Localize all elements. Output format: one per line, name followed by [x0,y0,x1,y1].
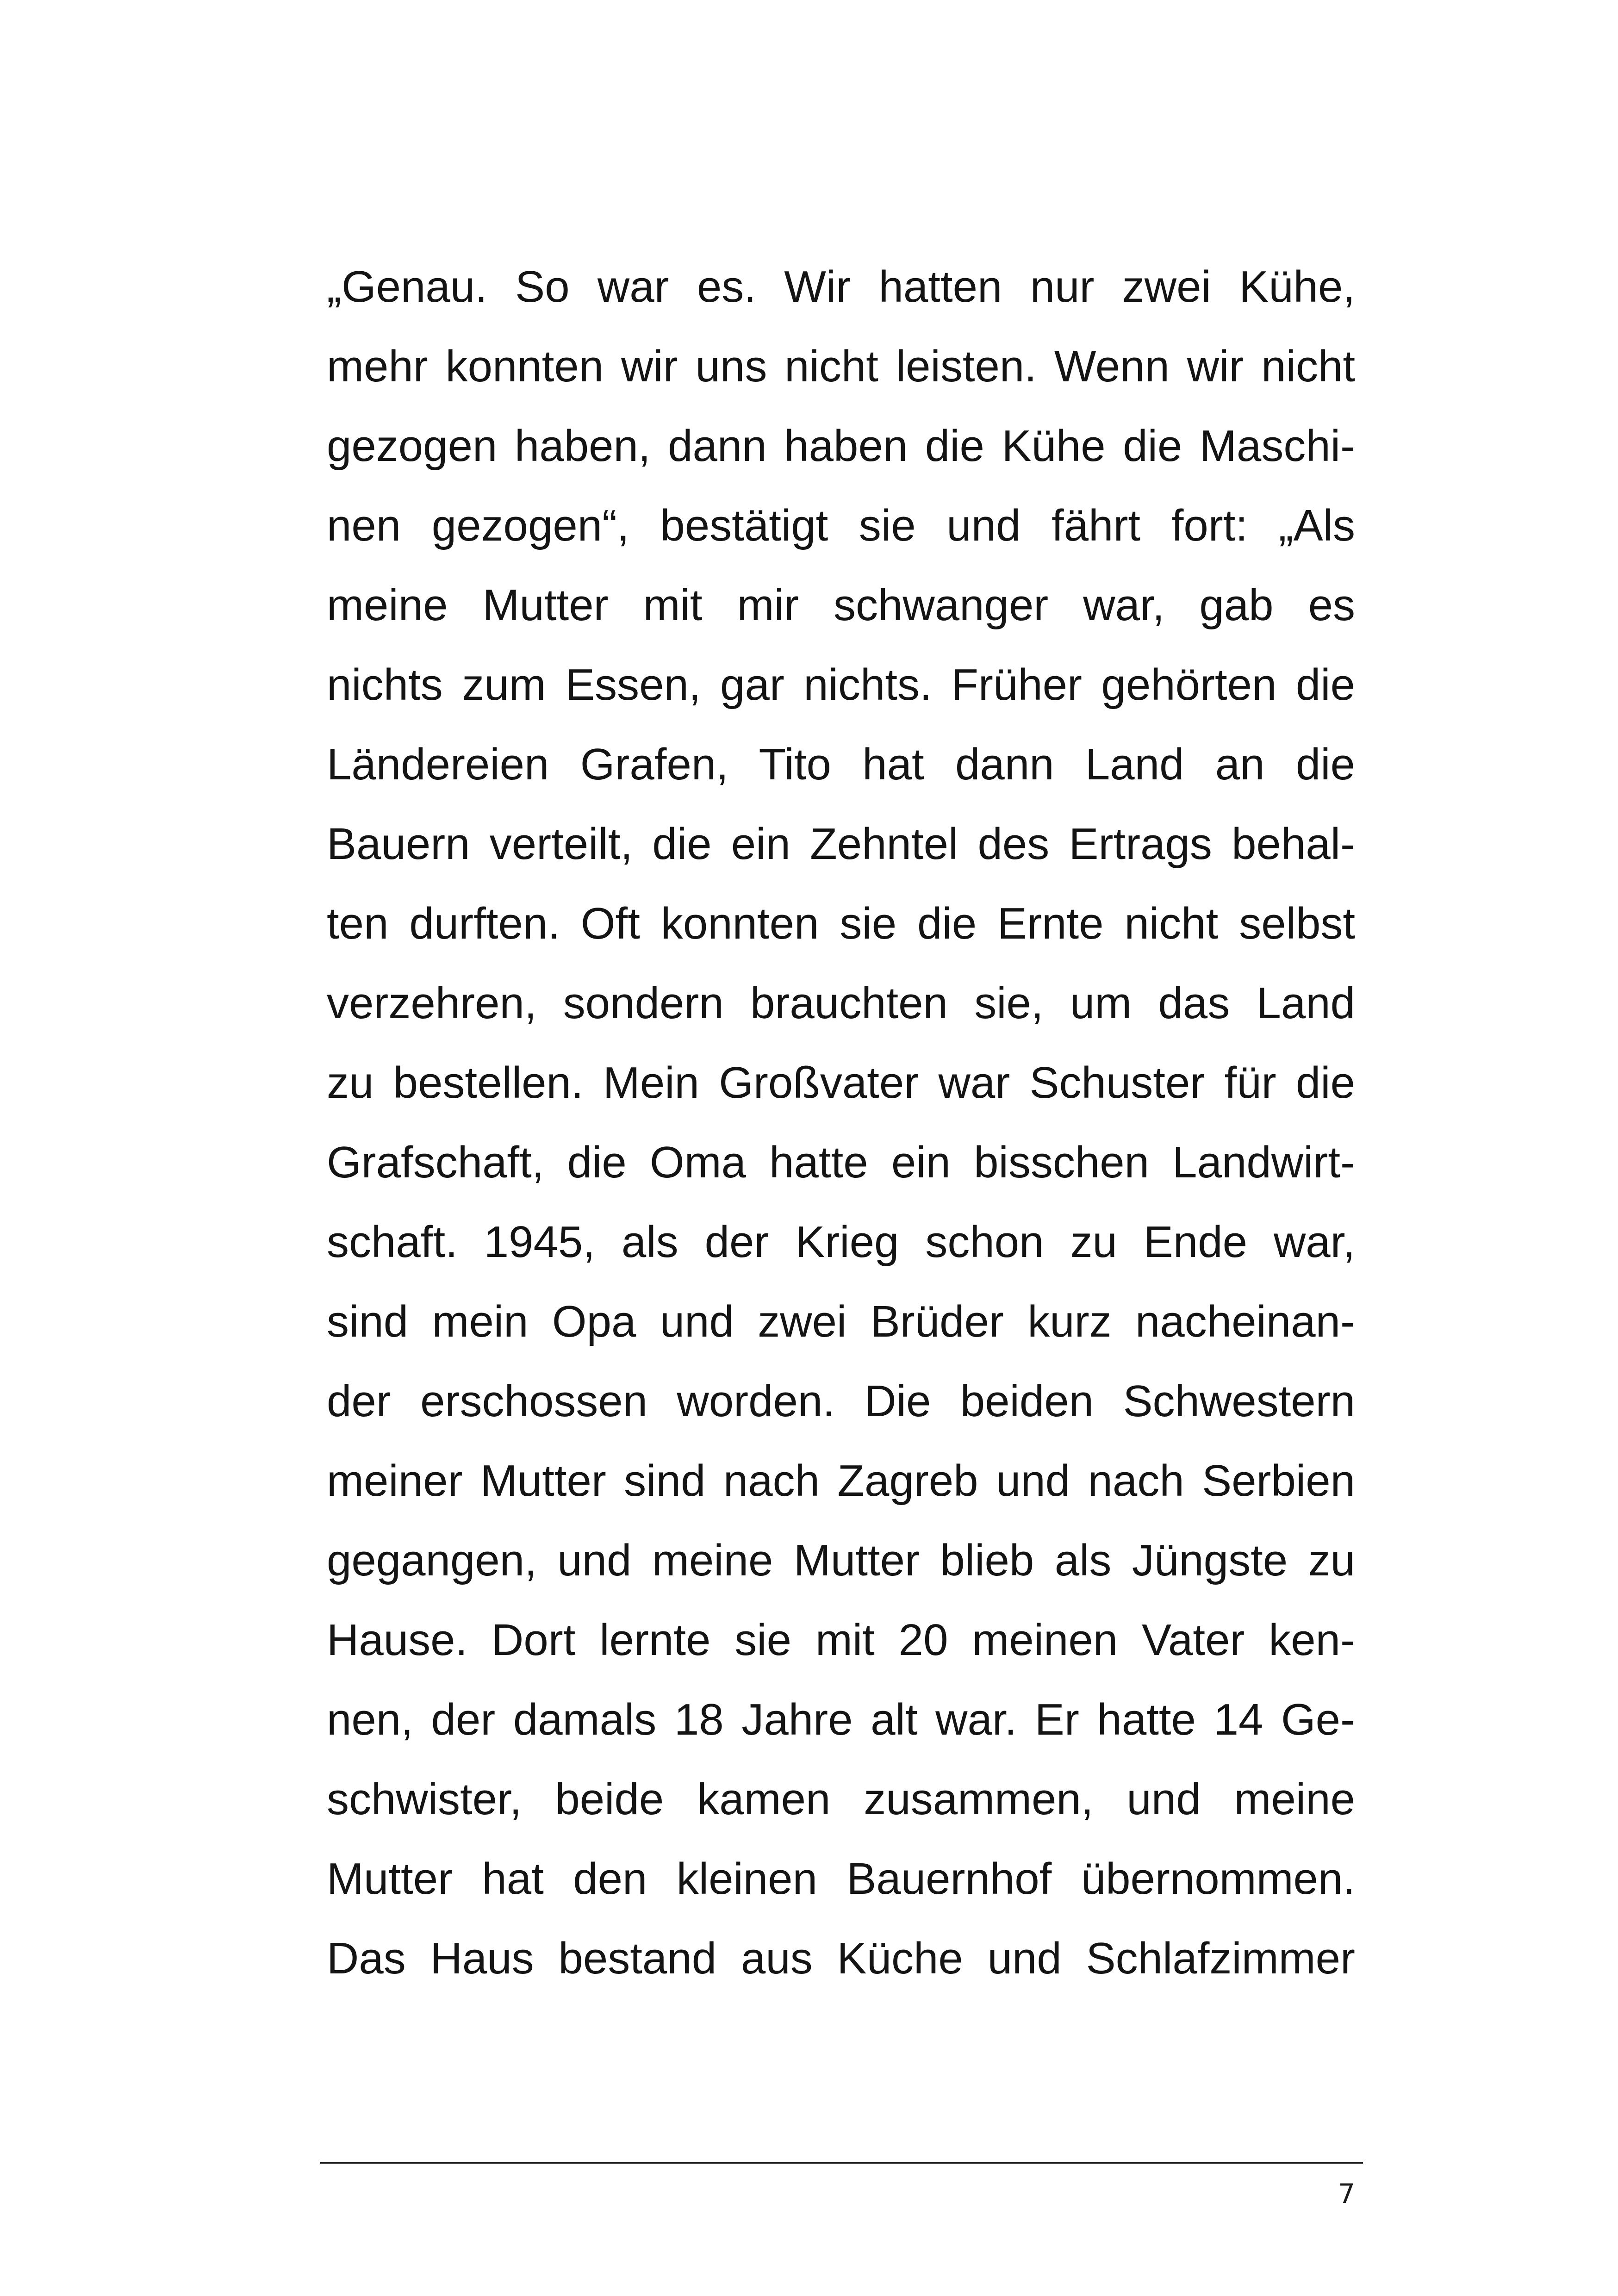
text-line: nen, der damals 18 Jahre alt war. Er hatte 14 Ge- [327,1695,1355,1744]
body-text [327,247,1355,1998]
text-line: schaft. 1945, als der Krieg schon zu Ende war, [327,1217,1355,1267]
page-number: 7 [1338,2178,1355,2209]
text-line: Bauern verteilt, die ein Zehntel des Ertrags behal- [327,819,1355,869]
text-line: schwister, beide kamen zusammen, und meine [327,1774,1355,1824]
text-line: mehr konnten wir uns nicht leisten. Wenn wir nicht [327,342,1355,391]
text-line: der erschossen worden. Die beiden Schwestern [327,1376,1355,1426]
text-line: nen gezogen“, bestätigt sie und fährt fort: „Als [327,501,1355,550]
text-line: gegangen, und meine Mutter blieb als Jüngste zu [327,1536,1355,1585]
text-line: meine Mutter mit mir schwanger war, gab es [327,580,1355,630]
text-line: meiner Mutter sind nach Zagreb und nach Serbien [327,1456,1355,1506]
text-line: Hause. Dort lernte sie mit 20 meinen Vater ken- [327,1615,1355,1665]
text-line: gezogen haben, dann haben die Kühe die Maschi- [327,421,1355,471]
footer-rule [320,2162,1363,2164]
text-line: verzehren, sondern brauchten sie, um das Land [327,978,1355,1028]
text-line: ten durften. Oft konnten sie die Ernte nicht selbst [327,899,1355,948]
text-line: Grafschaft, die Oma hatte ein bisschen Landwirt- [327,1138,1355,1187]
text-line: Mutter hat den kleinen Bauernhof übernommen. [327,1854,1355,1904]
text-line: „Genau. So war es. Wir hatten nur zwei Kühe, [327,262,1355,311]
text-line: zu bestellen. Mein Großvater war Schuster für die [327,1058,1355,1108]
text-line: Ländereien Grafen, Tito hat dann Land an die [327,740,1355,789]
text-line: sind mein Opa und zwei Brüder kurz nacheinan- [327,1297,1355,1346]
text-line: Das Haus bestand aus Küche und Schlafzimmer [327,1934,1355,1983]
text-line: nichts zum Essen, gar nichts. Früher gehörten die [327,660,1355,709]
